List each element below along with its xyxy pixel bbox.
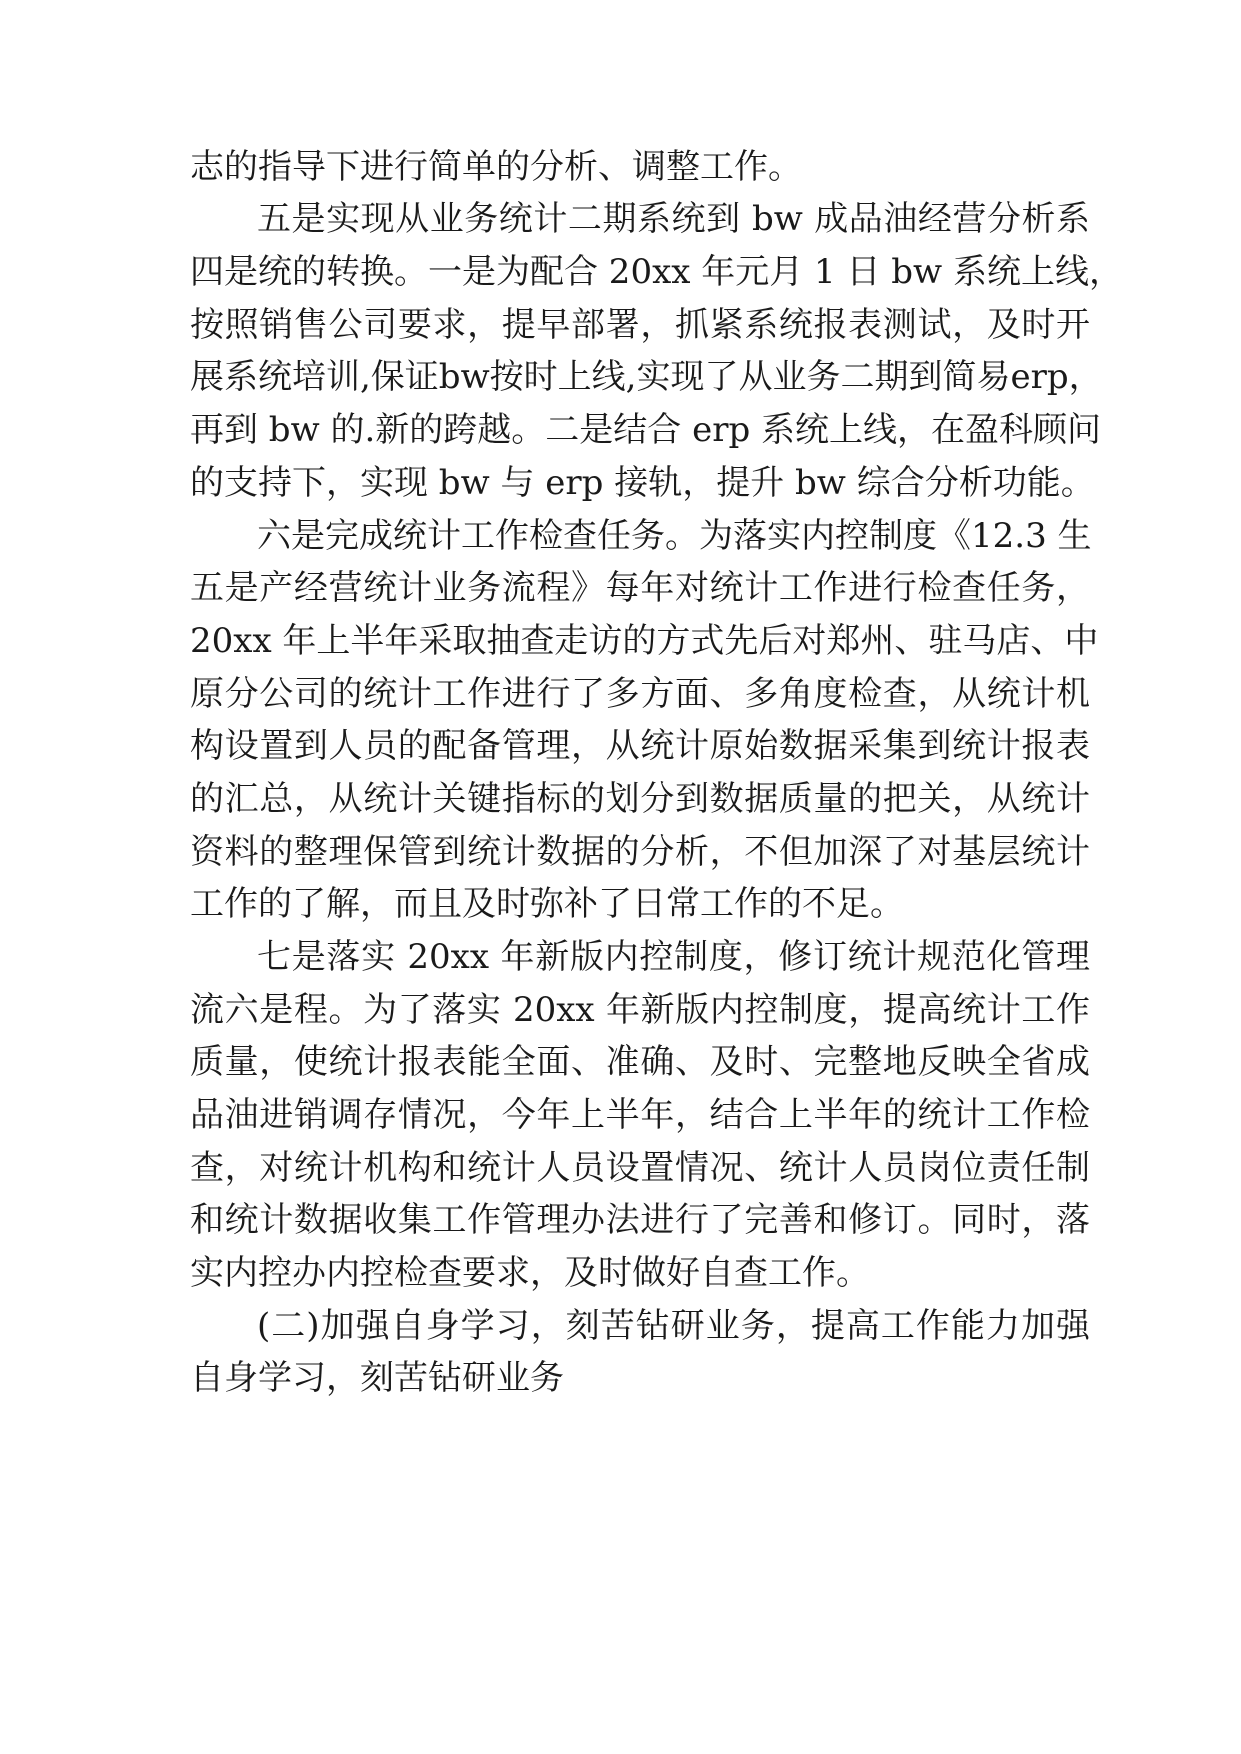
text-line-8: 六是完成统计工作检查任务。为落实内控制度《12.3 生	[257, 516, 1092, 556]
text-line-16: 七是落实 20xx 年新版内控制度，修订统计规范化管理	[257, 937, 1090, 977]
text-line-19: 品油进销调存情况，今年上半年，结合上半年的统计工作检	[190, 1095, 1090, 1135]
text-line-7: 的支持下，实现 bw 与 erp 接轨，提升 bw 综合分析功能。	[190, 463, 1095, 503]
text-line-20: 查，对统计机构和统计人员设置情况、统计人员岗位责任制	[190, 1148, 1090, 1188]
text-line-24: 自身学习，刻苦钻研业务	[190, 1358, 564, 1398]
text-line-17: 流六是程。为了落实 20xx 年新版内控制度，提高统计工作	[190, 990, 1090, 1030]
text-line-11: 原分公司的统计工作进行了多方面、多角度检查，从统计机	[190, 674, 1090, 714]
text-line-6: 再到 bw 的.新的跨越。二是结合 erp 系统上线，在盈科顾问	[190, 410, 1102, 450]
text-line-14: 资料的整理保管到统计数据的分析，不但加深了对基层统计	[190, 832, 1090, 872]
text-line-15: 工作的了解，而且及时弥补了日常工作的不足。	[190, 884, 904, 924]
text-line-10: 20xx 年上半年采取抽查走访的方式先后对郑州、驻马店、中	[190, 621, 1099, 661]
text-line-21: 和统计数据收集工作管理办法进行了完善和修订。同时，落	[190, 1200, 1090, 1240]
text-line-1: 志的指导下进行简单的分析、调整工作。	[190, 147, 802, 187]
text-line-22: 实内控办内控检查要求，及时做好自查工作。	[190, 1253, 870, 1293]
text-line-4: 按照销售公司要求，提早部署，抓紧系统报表测试，及时开	[190, 305, 1090, 345]
text-line-12: 构设置到人员的配备管理，从统计原始数据采集到统计报表	[190, 726, 1090, 766]
text-line-23: (二)加强自身学习，刻苦钻研业务，提高工作能力加强	[257, 1306, 1090, 1346]
text-line-2: 五是实现从业务统计二期系统到 bw 成品油经营分析系	[257, 199, 1090, 239]
text-line-5: 展系统培训,保证bw按时上线,实现了从业务二期到简易erp，	[190, 357, 1103, 397]
text-line-13: 的汇总，从统计关键指标的划分到数据质量的把关，从统计	[190, 779, 1090, 819]
text-line-3: 四是统的转换。一是为配合 20xx 年元月 1 日 bw 系统上线，	[190, 252, 1123, 292]
text-line-18: 质量，使统计报表能全面、准确、及时、完整地反映全省成	[190, 1042, 1090, 1082]
text-line-9: 五是产经营统计业务流程》每年对统计工作进行检查任务，	[190, 568, 1090, 608]
